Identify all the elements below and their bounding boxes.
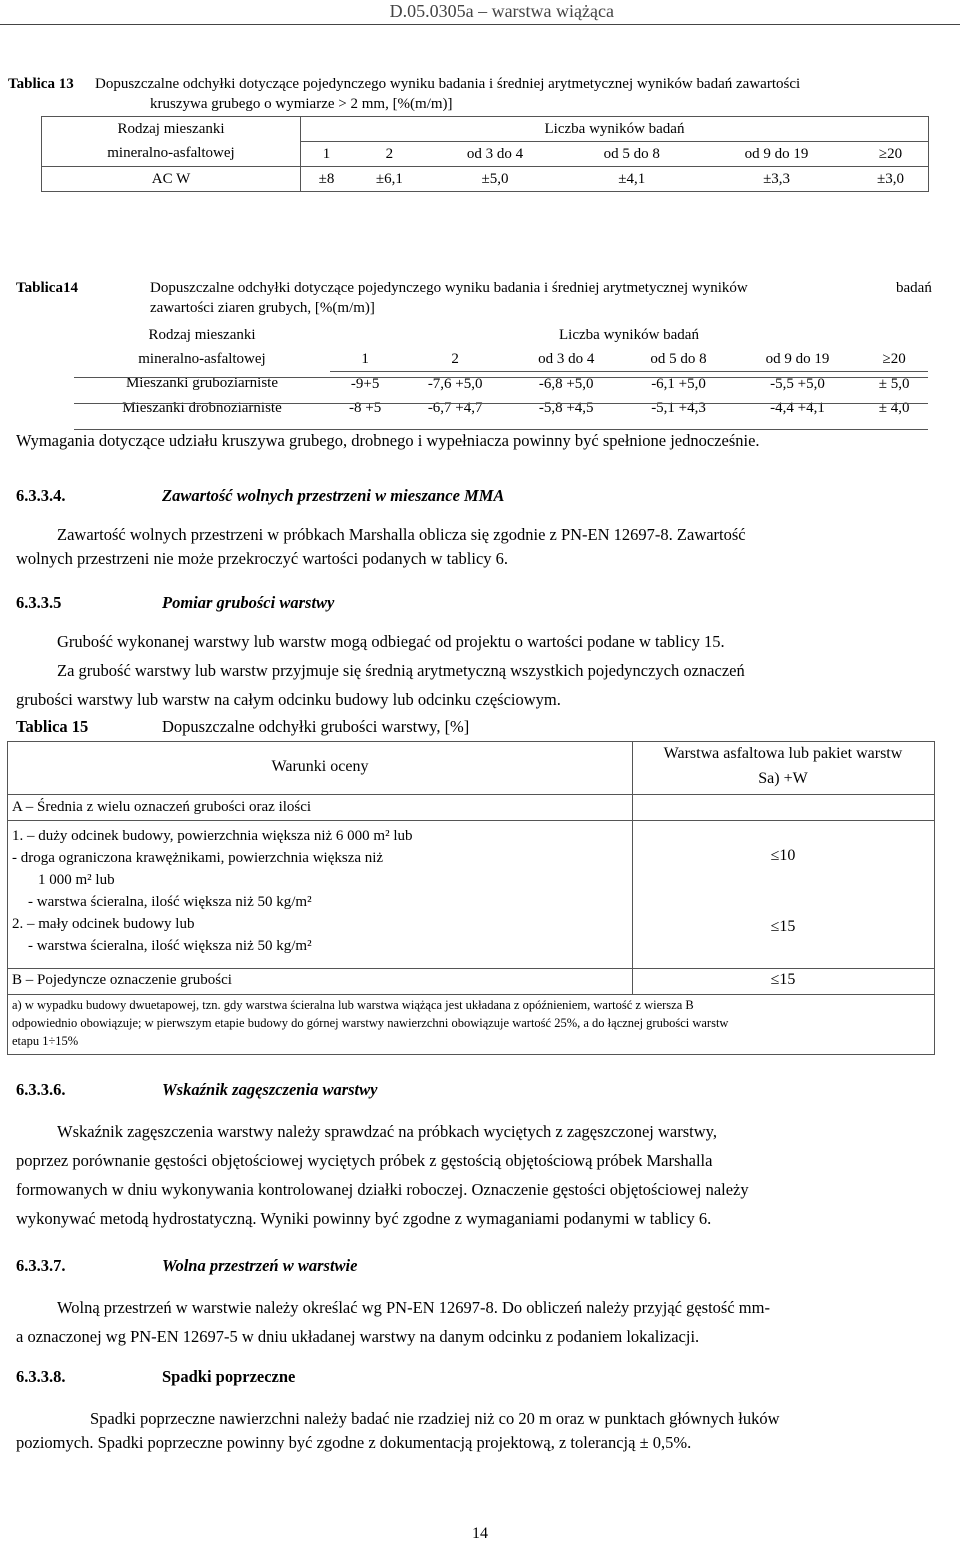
t15-val-b: ≤15 bbox=[770, 971, 796, 988]
t13-col: od 5 do 8 bbox=[563, 142, 700, 167]
t13-cell: ±3,3 bbox=[700, 167, 853, 192]
paragraph: poziomych. Spadki poprzeczne powinny być zgodne z dokumentacją projektową, z tolerancją ± 0,5%. bbox=[16, 1433, 692, 1452]
table-row bbox=[74, 372, 928, 397]
t13-col: od 3 do 4 bbox=[427, 142, 564, 167]
t13-cell: ±5,0 bbox=[427, 167, 564, 192]
t14-col0a: Rodzaj mieszanki bbox=[148, 326, 256, 343]
section-title: Pomiar grubości warstwy bbox=[162, 593, 335, 612]
table13-caption: Dopuszczalne odchyłki dotyczące pojedynczego wyniku badania i średniej arytmetycznej wyników badań zawartości bbox=[95, 76, 801, 92]
header-title: D.05.0305a – warstwa wiążąca bbox=[389, 1, 614, 21]
section-number: 6.3.3.7. bbox=[16, 1256, 66, 1275]
t14-cell: Mieszanki drobnoziarniste bbox=[122, 399, 282, 416]
t14-cell: -5,8 +4,5 bbox=[538, 399, 594, 416]
t13-col: 1 bbox=[301, 142, 353, 167]
t15-row-1: 1. – duży odcinek budowy, powierzchnia większa niż 6 000 m² lub - droga ograniczona krawężnikami, powierzchnia większa niż 1 000 m² lub - warstwa ścieralna, ilość większa niż 50 kg/m² 2. – mały odcinek budowy lub - warstwa ścieralna, ilość większa niż 50 kg/m² bbox=[12, 828, 413, 954]
section-title: Zawartość wolnych przestrzeni w mieszance MMA bbox=[162, 486, 505, 505]
paragraph: Zawartość wolnych przestrzeni w próbkach Marshalla oblicza się zgodnie z PN-EN 12697-8. Zawartość bbox=[57, 525, 746, 544]
paragraph: Za grubość warstwy lub warstw przyjmuje się średnią arytmetyczną wszystkich pojedynczych oznaczeń bbox=[57, 661, 745, 680]
table15-caption: Dopuszczalne odchyłki grubości warstwy, [%] bbox=[162, 717, 470, 736]
t13-col: od 9 do 19 bbox=[700, 142, 853, 167]
table13-caption-2: kruszywa grubego o wymiarze > 2 mm, [%(m/m)] bbox=[150, 96, 453, 112]
t13-col0b: mineralno-asfaltowej bbox=[42, 142, 301, 167]
page-number: 14 bbox=[472, 1525, 488, 1542]
t14-cell: -7,6 +5,0 bbox=[427, 375, 483, 392]
t13-cell: ±3,0 bbox=[853, 167, 929, 192]
t15-row-b: B – Pojedyncze oznaczenie grubości bbox=[12, 972, 232, 988]
section-number: 6.3.3.8. bbox=[16, 1367, 66, 1386]
t15-row-a: A – Średnia z wielu oznaczeń grubości oraz ilości bbox=[12, 799, 312, 815]
t14-cell: -5,5 +5,0 bbox=[770, 375, 825, 392]
t14-col: 1 bbox=[330, 347, 400, 372]
t14-cell: ± 5,0 bbox=[878, 375, 910, 392]
table14-note: Wymagania dotyczące udziału kruszywa grubego, drobnego i wypełniacza powinny być spełnione jednocześnie. bbox=[16, 431, 760, 450]
section-number: 6.3.3.6. bbox=[16, 1080, 66, 1099]
table15-label: Tablica 15 bbox=[16, 717, 89, 736]
table14 bbox=[74, 323, 928, 420]
t14-group: Liczba wyników badań bbox=[559, 326, 699, 343]
table13 bbox=[41, 116, 929, 192]
t14-cell: -8 +5 bbox=[349, 399, 382, 416]
t14-cell: -9+5 bbox=[350, 375, 380, 392]
t14-col: od 9 do 19 bbox=[735, 347, 860, 372]
section-title: Wolna przestrzeń w warstwie bbox=[162, 1256, 358, 1275]
t14-cell: -6,8 +5,0 bbox=[538, 375, 594, 392]
section-number: 6.3.3.4. bbox=[16, 486, 66, 505]
t14-col: 2 bbox=[400, 347, 510, 372]
t14-col: od 3 do 4 bbox=[510, 347, 622, 372]
table14-caption-end: badań bbox=[896, 280, 932, 296]
t13-group: Liczba wyników badań bbox=[301, 117, 929, 142]
t14-cell: -6,1 +5,0 bbox=[651, 375, 706, 392]
t14-cell: -5,1 +4,3 bbox=[651, 399, 706, 416]
table-row bbox=[74, 396, 928, 420]
table14-label: Tablica14 bbox=[16, 280, 78, 296]
t14-cell: Mieszanki gruboziarniste bbox=[125, 375, 279, 392]
paragraph: wolnych przestrzeni nie może przekroczyć wartości podanych w tablicy 6. bbox=[16, 549, 509, 568]
table13-label: Tablica 13 bbox=[8, 76, 74, 92]
table14-caption: Dopuszczalne odchyłki dotyczące pojedynczego wyniku badania i średniej arytmetycznej wyników bbox=[150, 280, 748, 296]
t14-cell: -4,4 +4,1 bbox=[770, 399, 825, 416]
t13-cell: ±8 bbox=[301, 167, 353, 192]
t14-rule bbox=[74, 377, 928, 378]
paragraph: formowanych w dniu wykonywania kontrolowanej działki roboczej. Oznaczenie gęstości objętościowej należy bbox=[16, 1180, 749, 1199]
paragraph: wykonywać metodą hydrostatyczną. Wyniki powinny być zgodne z wymaganiami podanymi w tablicy 6. bbox=[16, 1209, 712, 1228]
t14-col: ≥20 bbox=[860, 347, 928, 372]
paragraph: grubości warstwy lub warstw na całym odcinku budowy lub odcinku częściowym. bbox=[16, 690, 561, 709]
paragraph: Spadki poprzeczne nawierzchni należy badać nie rzadziej niż co 20 m oraz w punktach głównych łuków bbox=[90, 1409, 780, 1428]
paragraph: poprzez porównanie gęstości objętościowej wyciętych próbek z gęstością objętościową próbek Marshalla bbox=[16, 1151, 713, 1170]
paragraph: Wskaźnik zagęszczenia warstwy należy sprawdzać na próbkach wyciętych z zagęszczonej warstwy, bbox=[57, 1122, 717, 1141]
t14-col0b: mineralno-asfaltowej bbox=[138, 350, 266, 367]
table15 bbox=[7, 741, 935, 1055]
t14-rule bbox=[74, 403, 928, 404]
t14-rule bbox=[74, 429, 928, 430]
t15-val-1: ≤10 bbox=[770, 847, 796, 864]
t14-cell: ± 4,0 bbox=[878, 399, 910, 416]
t13-cell: AC W bbox=[42, 167, 301, 192]
section-title: Wskaźnik zagęszczenia warstwy bbox=[162, 1080, 378, 1099]
table14-caption-2: zawartości ziaren grubych, [%(m/m)] bbox=[150, 300, 375, 316]
t15-header-right-sub: Sa) +W bbox=[758, 770, 808, 787]
t13-col: ≥20 bbox=[853, 142, 929, 167]
section-number: 6.3.3.5 bbox=[16, 593, 62, 612]
t15-val-2: ≤15 bbox=[770, 918, 796, 935]
table-row bbox=[42, 167, 929, 192]
t14-col: od 5 do 8 bbox=[622, 347, 734, 372]
t13-col: 2 bbox=[352, 142, 426, 167]
t13-cell: ±6,1 bbox=[352, 167, 426, 192]
page-header bbox=[0, 0, 960, 25]
t13-col0a: Rodzaj mieszanki bbox=[42, 117, 301, 142]
paragraph: a oznaczonej wg PN-EN 12697-5 w dniu układanej warstwy na danym odcinku z podaniem lokalizacji. bbox=[16, 1327, 700, 1346]
t13-cell: ±4,1 bbox=[563, 167, 700, 192]
paragraph: Wolną przestrzeń w warstwie należy określać wg PN-EN 12697-8. Do obliczeń należy przyjąć gęstość mm- bbox=[57, 1298, 770, 1317]
t15-footnote: a) w wypadku budowy dwuetapowej, tzn. gdy warstwa ścieralna lub warstwa wiążąca jest układana z opóźnieniem, wartość z wiersza B odpowiednio obowiązuje; w pierwszym etapie budowy do górnej warstwy nawierzchni obowiązuje wartość 25%, a do łącznej grubości warstw etapu 1÷15% bbox=[12, 998, 729, 1048]
t15-header-right: Warstwa asfaltowa lub pakiet warstw bbox=[663, 745, 903, 762]
t15-header-left: Warunki oceny bbox=[271, 758, 369, 775]
section-title: Spadki poprzeczne bbox=[162, 1367, 296, 1386]
paragraph: Grubość wykonanej warstwy lub warstw mogą odbiegać od projektu o wartości podane w tablicy 15. bbox=[57, 632, 725, 651]
t14-cell: -6,7 +4,7 bbox=[427, 399, 483, 416]
